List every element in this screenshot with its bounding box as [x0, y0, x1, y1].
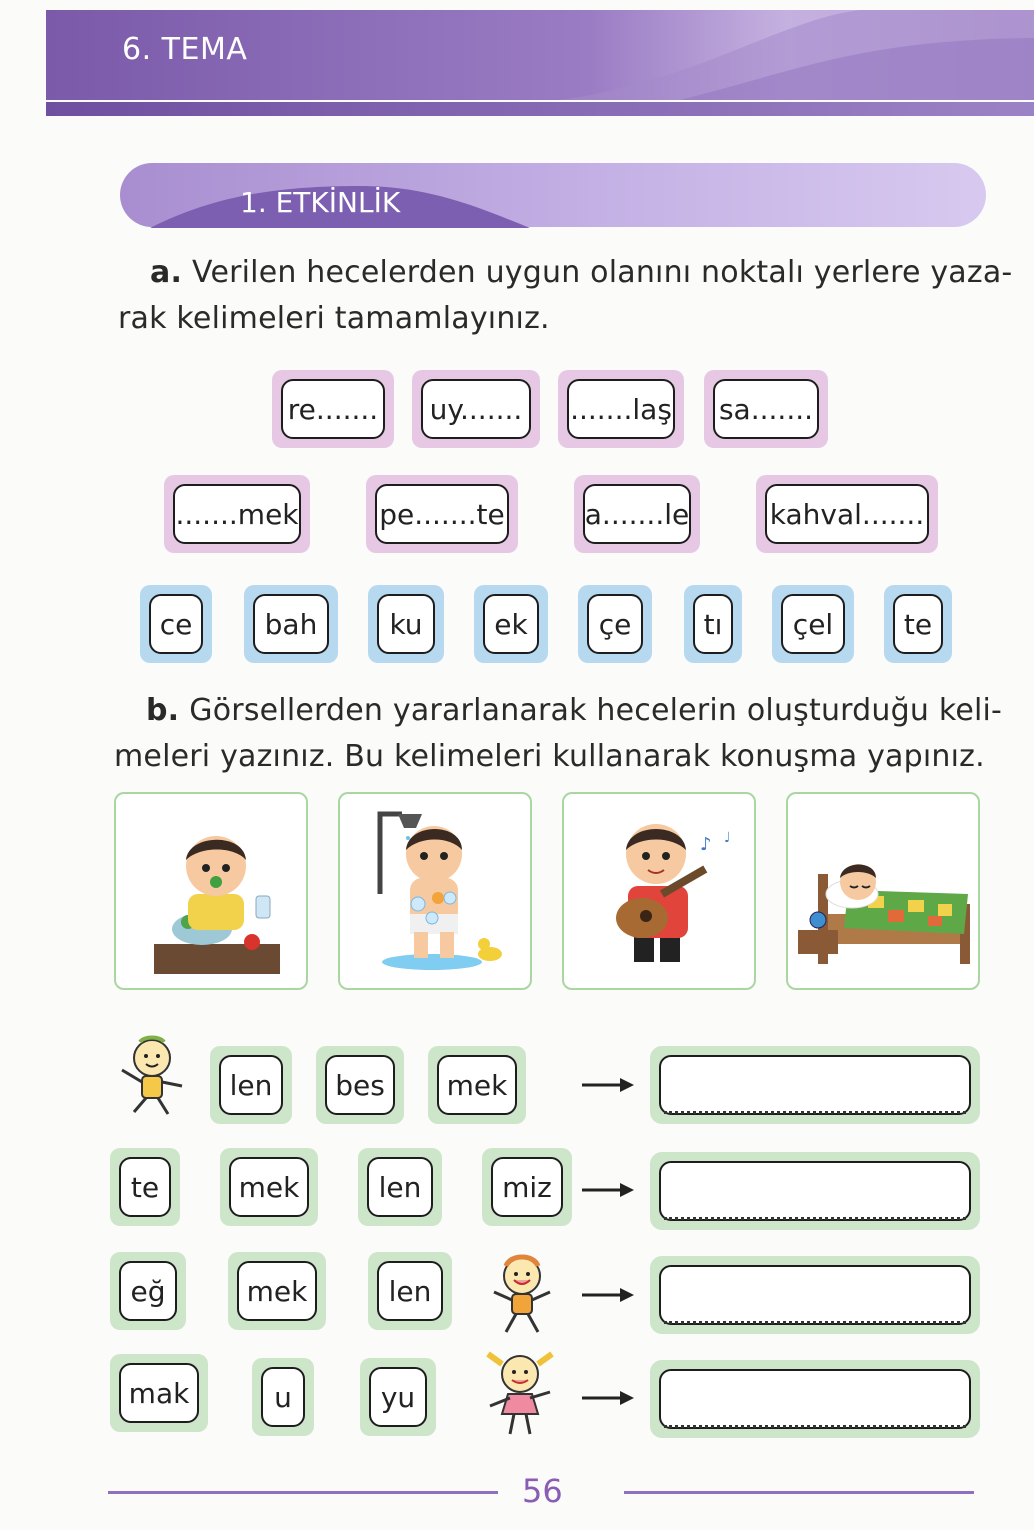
- word-box: [412, 370, 540, 448]
- syllable-chip: [684, 585, 742, 663]
- syllable-text: çe: [587, 594, 643, 654]
- syllable-chip: [360, 1358, 436, 1436]
- picture-card-guitar: [562, 792, 756, 990]
- syllable-chip: [110, 1148, 180, 1226]
- boy-eating-illustration: [116, 794, 308, 990]
- answer-field[interactable]: [659, 1369, 971, 1429]
- syllable-text: yu: [369, 1367, 427, 1427]
- syllable-text: mak: [119, 1363, 199, 1423]
- instruction-b-letter: b.: [146, 693, 180, 728]
- word-box: [164, 475, 310, 553]
- page-number: 56: [522, 1472, 563, 1510]
- answer-box: [650, 1360, 980, 1438]
- answer-dotted-line: [664, 1422, 966, 1428]
- word-box: [366, 475, 518, 553]
- answer-dotted-line: [664, 1108, 966, 1114]
- activity-title: 1. ETKİNLİK: [240, 186, 401, 219]
- header-wave-decoration: [560, 10, 1034, 100]
- answer-dotted-line: [664, 1318, 966, 1324]
- word-box-text[interactable]: uy.......: [421, 379, 531, 439]
- boy-sleeping-illustration: [788, 794, 980, 990]
- syllable-chip: [368, 1252, 452, 1330]
- arrow-right-icon: [582, 1075, 636, 1095]
- syllable-text: çel: [781, 594, 845, 654]
- syllable-text: len: [367, 1157, 433, 1217]
- dancing-girl-icon: [480, 1346, 560, 1438]
- word-box-text[interactable]: re.......: [281, 379, 385, 439]
- header-underline: [46, 102, 1034, 116]
- answer-box: [650, 1046, 980, 1124]
- answer-field[interactable]: [659, 1055, 971, 1115]
- arrow-right-icon: [582, 1285, 636, 1305]
- answer-dotted-line: [664, 1214, 966, 1220]
- word-box-text[interactable]: .......mek: [173, 484, 301, 544]
- word-box-text[interactable]: sa.......: [713, 379, 819, 439]
- boy-guitar-illustration: [564, 794, 756, 990]
- word-box-text[interactable]: .......laş: [567, 379, 675, 439]
- instruction-a-text1: Verilen hecelerden uygun olanını noktalı yerlere yaza-: [192, 255, 1013, 290]
- syllable-text: ce: [149, 594, 203, 654]
- word-box: [704, 370, 828, 448]
- child-figure-icon: [112, 1034, 188, 1118]
- syllable-text: bes: [325, 1055, 395, 1115]
- syllable-chip: [316, 1046, 404, 1124]
- syllable-text: ku: [377, 594, 435, 654]
- instruction-a-line2: rak kelimeleri tamamlayınız.: [118, 301, 550, 336]
- word-box: [574, 475, 700, 553]
- syllable-text: mek: [237, 1261, 317, 1321]
- syllable-text: ek: [483, 594, 539, 654]
- instruction-b-line2: meleri yazınız. Bu kelimeleri kullanarak konuşma yapınız.: [114, 739, 985, 774]
- svg-text:♪: ♪: [700, 834, 712, 855]
- footer-line-left: [108, 1491, 498, 1494]
- word-box-text[interactable]: a.......le: [583, 484, 691, 544]
- word-box: [558, 370, 684, 448]
- instruction-b-text1: Görsellerden yararlanarak hecelerin oluşturduğu keli-: [189, 693, 1003, 728]
- syllable-chip: [358, 1148, 442, 1226]
- svg-text:♩: ♩: [724, 830, 731, 846]
- syllable-text: len: [219, 1055, 283, 1115]
- answer-field[interactable]: [659, 1161, 971, 1221]
- smiling-girl-icon: [486, 1252, 560, 1336]
- syllable-text: eğ: [119, 1261, 177, 1321]
- syllable-text: miz: [491, 1157, 563, 1217]
- syllable-chip: [110, 1252, 186, 1330]
- theme-title: 6. TEMA: [122, 32, 248, 67]
- word-box: [272, 370, 394, 448]
- arrow-right-icon: [582, 1180, 636, 1200]
- picture-card-sleeping: [786, 792, 980, 990]
- syllable-chip: [772, 585, 854, 663]
- syllable-chip: [140, 585, 212, 663]
- syllable-chip: [210, 1046, 292, 1124]
- syllable-chip: [482, 1148, 572, 1226]
- answer-field[interactable]: [659, 1265, 971, 1325]
- syllable-chip: [368, 585, 444, 663]
- instruction-b-line1: [146, 688, 1002, 734]
- syllable-chip: [252, 1358, 314, 1436]
- word-box: [756, 475, 938, 553]
- syllable-text: bah: [253, 594, 329, 654]
- syllable-chip: [110, 1354, 208, 1432]
- syllable-chip: [244, 585, 338, 663]
- syllable-text: te: [119, 1157, 171, 1217]
- word-box-text[interactable]: kahval.......: [765, 484, 929, 544]
- instruction-a-letter: a.: [150, 255, 183, 290]
- syllable-text: mek: [229, 1157, 309, 1217]
- picture-card-shower: [338, 792, 532, 990]
- answer-box: [650, 1256, 980, 1334]
- syllable-chip: [474, 585, 548, 663]
- word-box-text[interactable]: pe.......te: [375, 484, 509, 544]
- syllable-text: tı: [693, 594, 733, 654]
- arrow-right-icon: [582, 1388, 636, 1408]
- syllable-chip: [428, 1046, 526, 1124]
- answer-box: [650, 1152, 980, 1230]
- syllable-text: u: [261, 1367, 305, 1427]
- syllable-chip: [884, 585, 952, 663]
- picture-card-eating: [114, 792, 308, 990]
- syllable-chip: [220, 1148, 318, 1226]
- syllable-text: mek: [437, 1055, 517, 1115]
- syllable-chip: [228, 1252, 326, 1330]
- instruction-a-line1: [150, 250, 1012, 296]
- syllable-chip: [578, 585, 652, 663]
- syllable-text: te: [893, 594, 943, 654]
- syllable-text: len: [377, 1261, 443, 1321]
- footer-line-right: [624, 1491, 974, 1494]
- boy-showering-illustration: [340, 794, 532, 990]
